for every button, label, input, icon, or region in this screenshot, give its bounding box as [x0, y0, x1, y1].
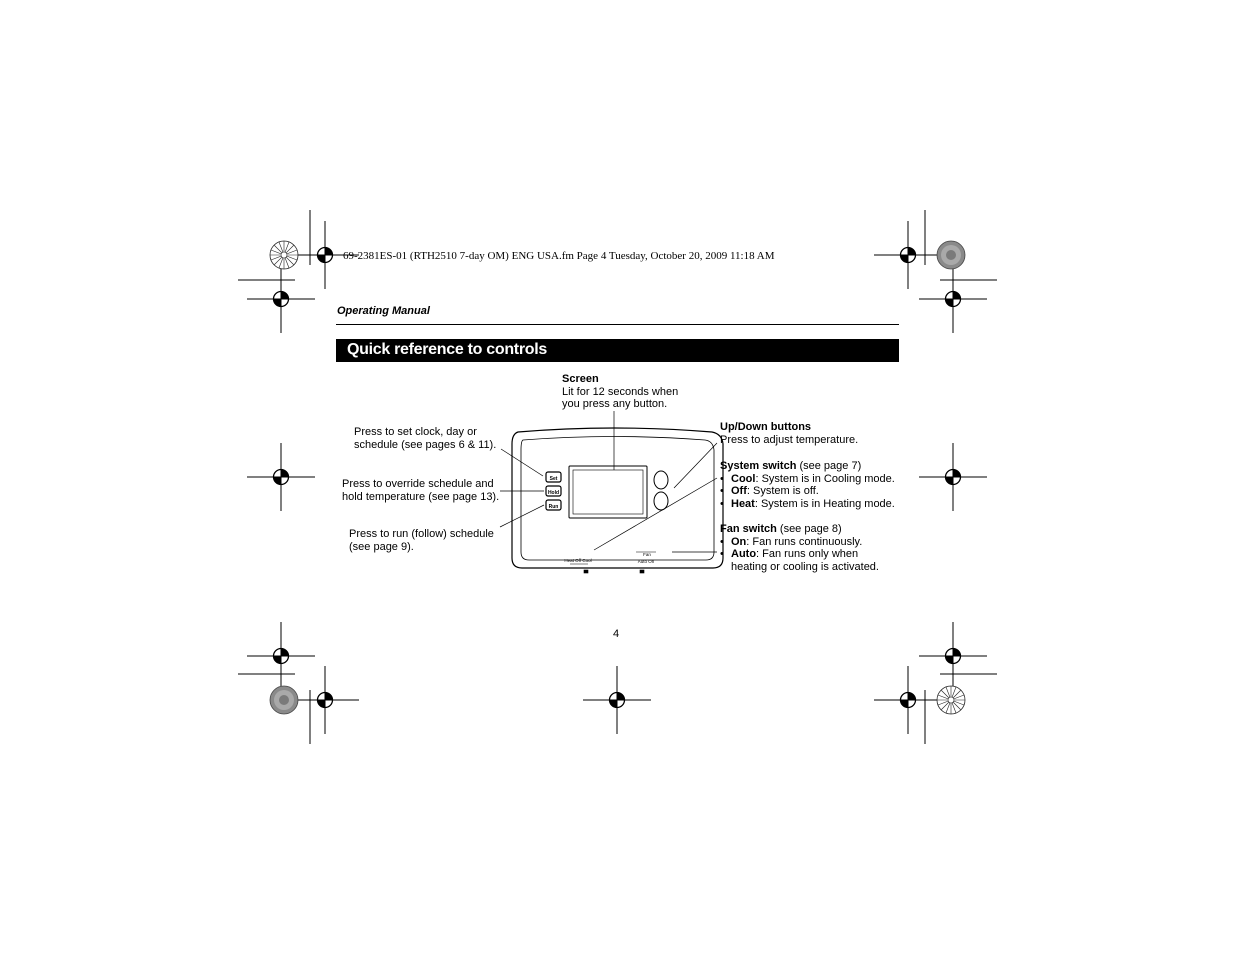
hold-button-label: Hold	[547, 490, 560, 496]
page-number: 4	[613, 628, 620, 640]
system-callout-ref: (see page 7)	[796, 460, 862, 472]
option-term: Off	[731, 485, 747, 498]
section-title: Quick reference to controls	[347, 341, 547, 358]
hold-button[interactable]	[546, 486, 561, 496]
fan-callout-title: Fan switch	[720, 523, 777, 535]
system-option-heat	[720, 498, 895, 511]
option-desc: : System is off.	[746, 485, 819, 498]
fan-callout-ref: (see page 8)	[776, 523, 842, 535]
screen-callout	[562, 373, 678, 411]
updown-buttons-callout	[720, 421, 858, 446]
screen-callout-title: Screen	[562, 373, 599, 385]
updown-callout-line: Press to adjust temperature.	[720, 433, 859, 446]
system-switch-callout	[720, 460, 895, 510]
fan-switch-callout	[720, 523, 879, 573]
option-term: Cool	[731, 472, 756, 485]
running-head: Operating Manual	[337, 305, 430, 317]
fan-option-auto-continuation: heating or cooling is activated.	[731, 560, 879, 573]
set-button-callout	[354, 426, 496, 451]
option-term: Auto	[731, 548, 757, 561]
up-button[interactable]	[654, 471, 668, 489]
set-button-label: Set	[549, 476, 558, 482]
fan-switch-label: Auto On	[637, 559, 655, 564]
fan-label: Fan	[643, 552, 651, 557]
hold-callout-line: Press to override schedule and	[342, 478, 494, 490]
system-option-off	[720, 485, 895, 498]
option-desc: : System is in Heating mode.	[754, 497, 895, 510]
option-desc: : Fan runs only when	[756, 548, 859, 561]
hold-button-callout	[342, 478, 499, 503]
system-callout-title: System switch	[720, 460, 797, 472]
run-button-label: Run	[548, 504, 559, 510]
updown-callout-title: Up/Down buttons	[720, 421, 812, 433]
run-button[interactable]	[546, 500, 561, 510]
option-desc: : System is in Cooling mode.	[755, 472, 895, 485]
screen-callout-line: Lit for 12 seconds when	[562, 385, 679, 398]
set-callout-line: Press to set clock, day or	[354, 426, 477, 438]
screen-callout-line: you press any button.	[562, 398, 668, 411]
set-callout-line: schedule (see pages 6 & 11).	[354, 438, 497, 451]
option-term: Heat	[731, 497, 755, 510]
option-desc: : Fan runs continuously.	[746, 535, 863, 548]
run-button-callout	[349, 528, 494, 553]
fan-option-on	[720, 536, 879, 549]
run-callout-line: Press to run (follow) schedule	[349, 528, 494, 540]
set-button[interactable]	[546, 472, 561, 482]
lcd-screen	[569, 466, 647, 518]
print-header: 69-2381ES-01 (RTH2510 7-day OM) ENG USA.fm Page 4 Tuesday, October 20, 2009 11:18 AM	[343, 250, 775, 262]
down-button[interactable]	[654, 492, 668, 510]
system-switch-label: Heat Off Cool	[564, 558, 592, 563]
system-option-cool	[720, 473, 895, 486]
run-callout-line: (see page 9).	[349, 540, 414, 553]
hold-callout-line: hold temperature (see page 13).	[342, 490, 500, 503]
option-term: On	[731, 535, 747, 548]
fan-option-auto	[720, 548, 879, 561]
